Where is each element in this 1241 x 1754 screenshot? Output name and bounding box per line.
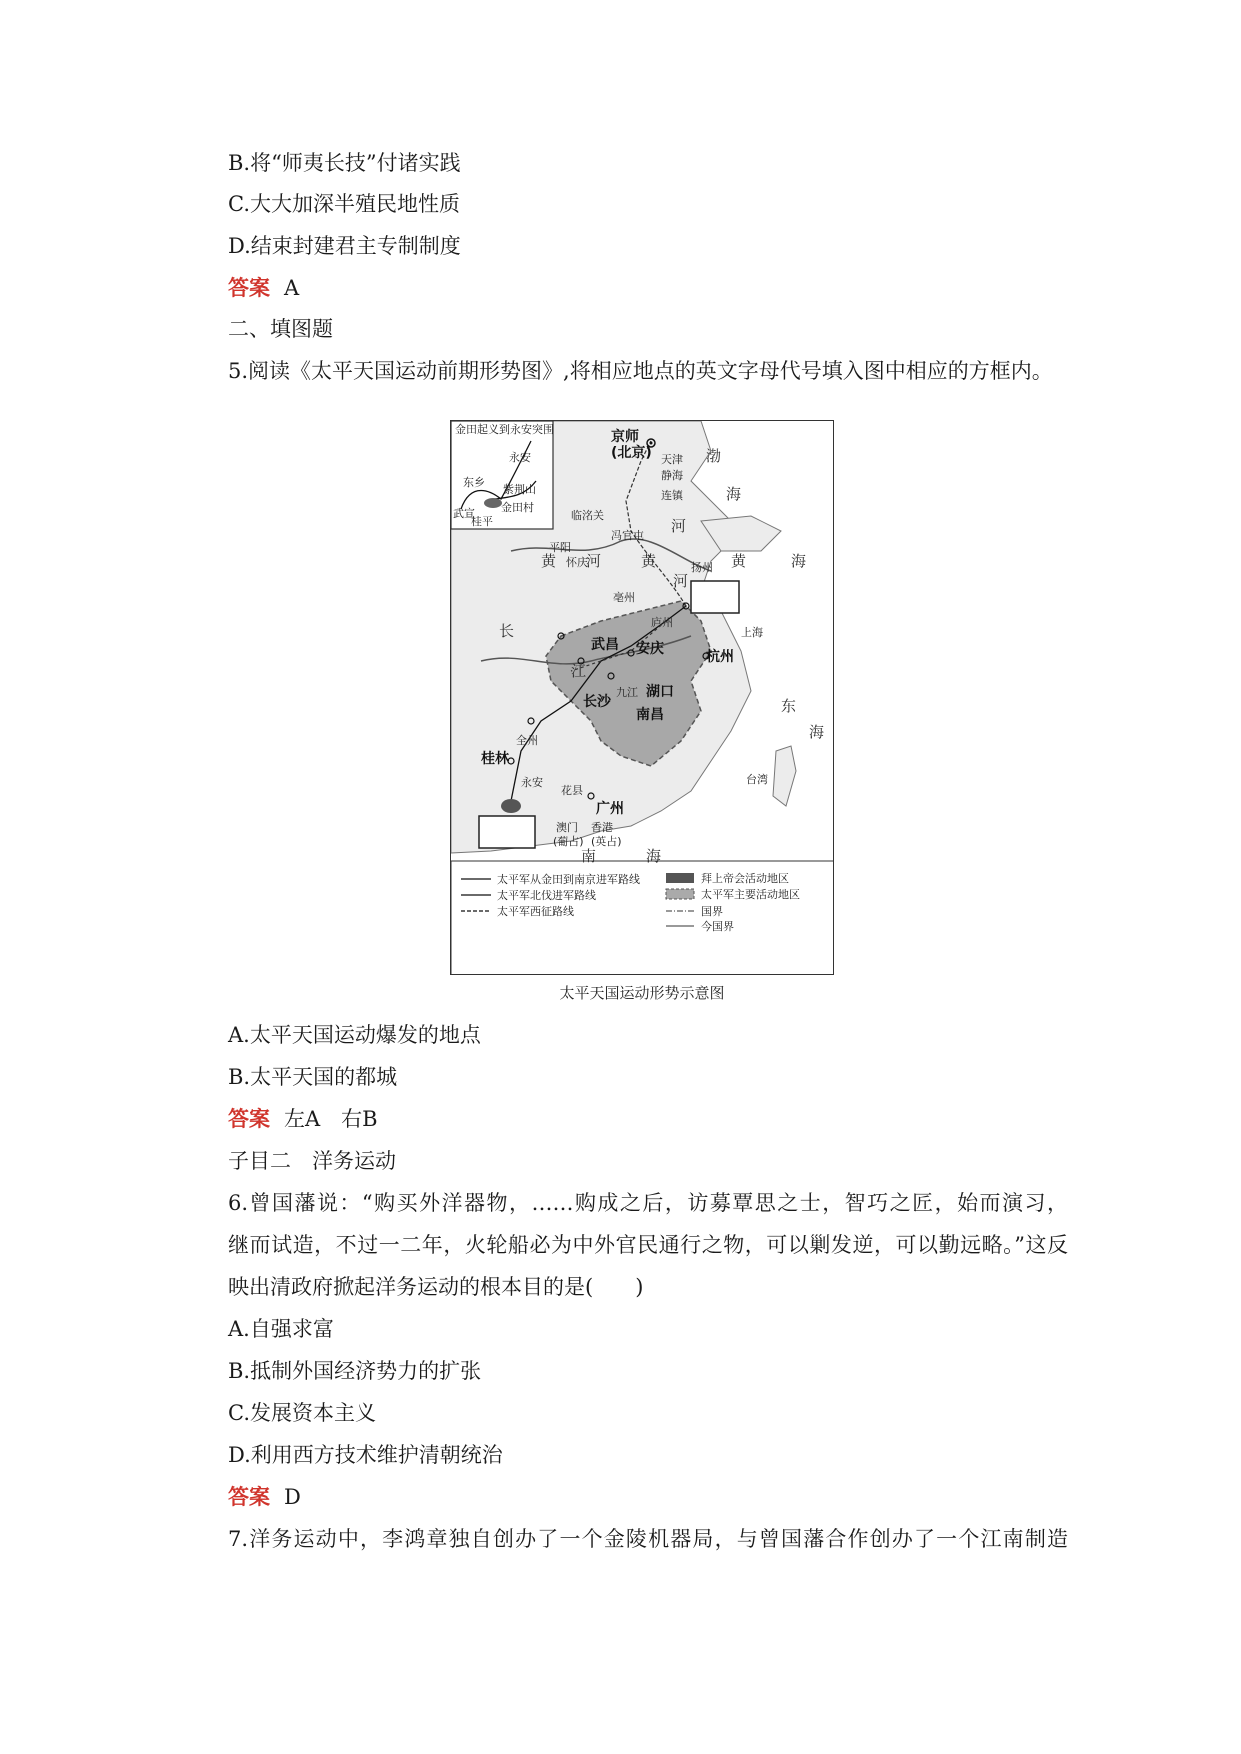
label-beijing: (北京) [611, 445, 652, 461]
sea-huang-1: 黄 [731, 552, 747, 570]
answer-label: 答案 [228, 1484, 270, 1509]
section-title: 二、填图题 [228, 317, 333, 341]
sea-dong-1: 东 [781, 697, 797, 715]
label-pingyang: 平阳 [549, 541, 571, 554]
label-quanzhou: 全州 [516, 734, 538, 747]
river-chang: 长 [499, 622, 515, 640]
q5-stem: 5.阅读《太平天国运动前期形势图》,将相应地点的英文字母代号填入图中相应的方框内。 [228, 359, 1053, 383]
q5-option-a: A.太平天国运动爆发的地点 [228, 1023, 481, 1047]
legend-area1: 拜上帝会活动地区 [701, 872, 789, 885]
answer-label: 答案 [228, 275, 270, 300]
label-aomen: 澳门 [556, 821, 578, 834]
sea-bo-2: 海 [726, 485, 742, 503]
q6-line1: 6.曾国藩说：“购买外洋器物，……购成之后，访募覃思之士，智巧之匠，始而演习， [228, 1191, 1068, 1215]
label-huaiqing: 怀庆 [566, 556, 588, 569]
label-pu: (葡占) [553, 835, 584, 848]
label-inset-wuxuan: 武宣 [453, 507, 475, 520]
q4-option-d: D.结束封建君主专制制度 [228, 234, 461, 258]
q7-line1: 7.洋务运动中，李鸿章独自创办了一个金陵机器局，与曾国藩合作创办了一个江南制造 [228, 1527, 1068, 1551]
q5-answer [228, 1104, 378, 1134]
label-bozhou: 亳州 [613, 591, 635, 604]
q6-line2: 继而试造，不过一二年，火轮船必为中外官民通行之物，可以剿发逆，可以勤远略。”这反 [228, 1233, 1068, 1257]
answer-value: D [284, 1485, 301, 1509]
sea-dong-2: 海 [809, 723, 825, 741]
q6-option-b: B.抵制外国经济势力的扩张 [228, 1359, 482, 1383]
label-inset-guiping: 桂平 [471, 515, 493, 528]
label-hukou: 湖口 [646, 684, 674, 700]
subsection-title: 子目二 洋务运动 [228, 1149, 396, 1173]
label-shanghai: 上海 [741, 626, 763, 639]
legend-route1: 太平军从金田到南京进军路线 [497, 873, 640, 886]
label-huaxian: 花县 [561, 784, 583, 797]
legend-route3: 太平军西征路线 [497, 905, 574, 918]
q6-option-d: D.利用西方技术维护清朝统治 [228, 1443, 503, 1467]
river-he: 河 [671, 517, 687, 535]
q6-answer [228, 1482, 301, 1512]
river-huang-1: 黄 [541, 552, 557, 570]
q6-option-c: C.发展资本主义 [228, 1401, 376, 1425]
legend-border2: 今国界 [701, 920, 734, 933]
answer-box-right[interactable] [691, 581, 739, 613]
legend-area2: 太平军主要活动地区 [701, 888, 800, 901]
label-yangzhou: 扬州 [691, 561, 713, 574]
answer-label: 答案 [228, 1106, 270, 1131]
q4-answer [228, 273, 299, 303]
label-inset-zijingshan: 紫荆山 [503, 483, 536, 496]
sea-huang-2: 海 [791, 552, 807, 570]
label-luzhou: 庐州 [651, 616, 673, 629]
label-nanchang: 南昌 [636, 707, 664, 723]
sea-bo-1: 渤 [706, 447, 722, 465]
label-ying: (英占) [591, 835, 622, 848]
label-jiujiang: 九江 [616, 686, 638, 699]
q4-option-c: C.大大加深半殖民地性质 [228, 192, 460, 216]
label-jinghai: 静海 [661, 469, 683, 482]
answer-box-left[interactable] [479, 816, 535, 848]
label-taiwan: 台湾 [746, 773, 768, 786]
label-anqing: 安庆 [636, 641, 664, 657]
river-jiang: 江 [571, 662, 587, 680]
label-hangzhou: 杭州 [706, 649, 734, 665]
river-huang-3: 黄 [641, 552, 657, 570]
q6-line3: 映出清政府掀起洋务运动的根本目的是( ) [228, 1275, 644, 1299]
map-caption: 太平天国运动形势示意图 [559, 984, 725, 1002]
q6-option-a: A.自强求富 [228, 1317, 334, 1341]
label-wuchang: 武昌 [591, 637, 619, 653]
legend-route2: 太平军北伐进军路线 [497, 889, 596, 902]
legend-border1: 国界 [701, 905, 723, 918]
sea-nan-2: 海 [646, 847, 662, 865]
label-lianzhen: 连镇 [661, 489, 683, 502]
answer-value: 左A 右B [284, 1107, 378, 1131]
label-inset-yongan: 永安 [509, 451, 531, 464]
label-guangzhou: 广州 [596, 801, 624, 817]
q4-option-b: B.将“师夷长技”付诸实践 [228, 151, 461, 175]
label-linmingguan: 临洺关 [571, 509, 604, 522]
river-he-2: 河 [586, 552, 602, 570]
label-tianjin: 天津 [661, 453, 683, 466]
label-guilin: 桂林 [481, 751, 509, 767]
river-he-4: 河 [673, 572, 689, 590]
label-changsha: 长沙 [583, 694, 611, 710]
answer-value: A [284, 276, 300, 300]
inset-title: 金田起义到永安突围 [455, 423, 554, 436]
label-yongan: 永安 [521, 776, 543, 789]
label-inset-dongxiang: 东乡 [463, 476, 485, 489]
taiping-map [450, 420, 834, 975]
label-inset-jintiancun: 金田村 [501, 501, 534, 514]
sea-nan-1: 南 [581, 847, 597, 865]
label-jingshi: 京师 [611, 429, 639, 445]
q5-option-b: B.太平天国的都城 [228, 1065, 398, 1089]
label-fengguantun: 冯官屯 [611, 529, 644, 542]
label-xianggang: 香港 [591, 821, 613, 834]
